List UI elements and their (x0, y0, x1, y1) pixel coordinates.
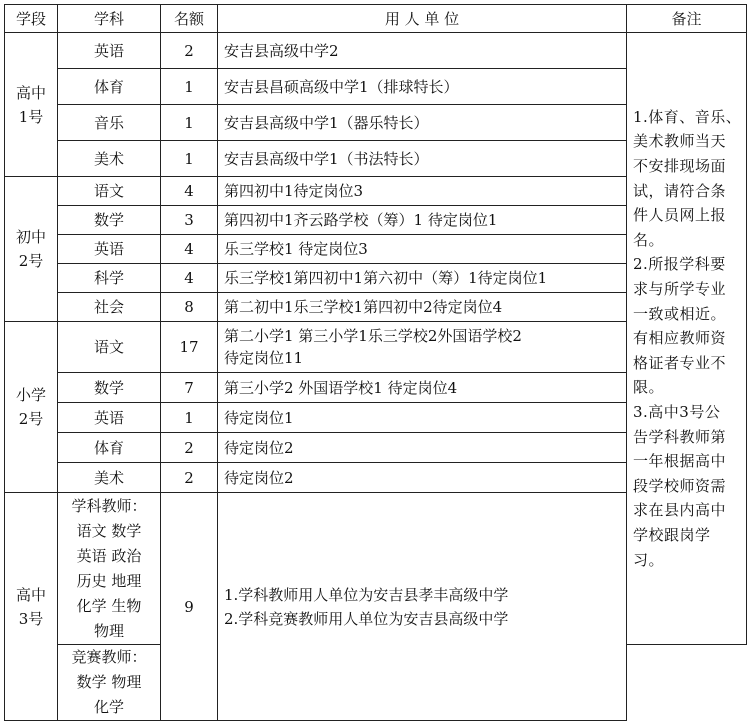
remark-line: 美术教师当天 (633, 132, 727, 151)
quota-cell: 1 (161, 69, 218, 105)
competition-teacher-line: 化学 (93, 698, 124, 716)
quota-cell: 2 (161, 33, 218, 69)
subject-cell: 数学 (58, 373, 161, 403)
quota-cell: 8 (161, 293, 218, 322)
quota-cell: 2 (161, 433, 218, 463)
quota-cell: 17 (161, 322, 218, 373)
remark-line: 习。 (633, 550, 665, 569)
subject-teacher-line: 化学 生物 (76, 596, 142, 615)
stage-cell-middleschool-2 (5, 177, 58, 322)
unit-cell: 待定岗位2 (218, 463, 627, 493)
unit-cell: 第二初中1乐三学校1第四初中2待定岗位4 (218, 293, 627, 322)
subject-teacher-cell (58, 493, 161, 645)
remark-line: 格证者专业不 (633, 353, 727, 372)
remark-line: 名。 (633, 230, 665, 249)
competition-teacher-cell (58, 645, 161, 721)
recruitment-table (4, 4, 747, 721)
subject-cell: 音乐 (58, 105, 161, 141)
header-row (5, 5, 747, 33)
subject-cell: 语文 (58, 322, 161, 373)
quota-cell: 1 (161, 141, 218, 177)
subject-cell: 英语 (58, 235, 161, 264)
remark-line: 3.高中3号公 (633, 402, 721, 421)
remark-line: 学校跟岗学 (633, 525, 711, 544)
stage-line: 高中 (15, 585, 46, 604)
subject-cell: 社会 (58, 293, 161, 322)
unit-cell: 安吉县高级中学1（器乐特长） (218, 105, 627, 141)
quota-cell: 4 (161, 264, 218, 293)
unit-line: 2.学科竞赛教师用人单位为安吉县高级中学 (224, 609, 509, 628)
quota-cell: 4 (161, 177, 218, 206)
stage-cell-primary-2 (5, 322, 58, 493)
remark-line: 告学科教师第 (633, 427, 727, 446)
remark-line: 求与所学专业 (633, 280, 727, 299)
competition-teacher-line: 竞赛教师： (71, 648, 147, 666)
header-quota: 名额 (161, 5, 218, 33)
stage-line: 1号 (18, 107, 44, 126)
remark-line: 1.体育、音乐、 (633, 107, 742, 126)
unit-cell: 安吉县昌硕高级中学1（排球特长） (218, 69, 627, 105)
quota-cell: 2 (161, 463, 218, 493)
remark-line: 试，请符合条 (633, 181, 727, 200)
unit-cell: 第三小学2 外国语学校1 待定岗位4 (218, 373, 627, 403)
remark-line: 件人员网上报 (633, 206, 727, 225)
competition-teacher-line: 数学 物理 (76, 673, 142, 691)
header-subject: 学科 (58, 5, 161, 33)
subject-cell: 美术 (58, 463, 161, 493)
unit-cell: 安吉县高级中学2 (218, 33, 627, 69)
unit-cell: 待定岗位1 (218, 403, 627, 433)
stage-cell-highschool-3 (5, 493, 58, 721)
subject-cell: 美术 (58, 141, 161, 177)
subject-teacher-line: 英语 政治 (76, 546, 142, 565)
stage-line: 高中 (15, 83, 46, 102)
remark-line: 2.所报学科要 (633, 255, 726, 274)
remark-line: 限。 (633, 378, 665, 397)
quota-cell: 7 (161, 373, 218, 403)
header-stage: 学段 (5, 5, 58, 33)
quota-cell: 1 (161, 403, 218, 433)
remark-line: 求在县内高中 (633, 501, 727, 520)
remark-line: 一年根据高中 (633, 452, 727, 471)
unit-cell (218, 322, 627, 373)
subject-cell: 体育 (58, 433, 161, 463)
subject-cell: 体育 (58, 69, 161, 105)
unit-cell: 第四初中1齐云路学校（筹）1 待定岗位1 (218, 206, 627, 235)
stage-cell-highschool-1 (5, 33, 58, 177)
unit-cell: 第四初中1待定岗位3 (218, 177, 627, 206)
subject-cell: 科学 (58, 264, 161, 293)
subject-teacher-line: 历史 地理 (76, 571, 142, 590)
subject-teacher-line: 语文 数学 (76, 521, 142, 540)
unit-cell: 安吉县高级中学1（书法特长） (218, 141, 627, 177)
quota-cell: 1 (161, 105, 218, 141)
stage-line: 2号 (18, 252, 44, 270)
remark-line: 不安排现场面 (633, 157, 727, 176)
stage-line: 初中 (15, 228, 46, 246)
remarks-cell (627, 33, 747, 645)
subject-cell: 语文 (58, 177, 161, 206)
quota-cell: 9 (161, 493, 218, 721)
unit-cell: 乐三学校1第四初中1第六初中（筹）1待定岗位1 (218, 264, 627, 293)
subject-cell: 英语 (58, 403, 161, 433)
subject-cell: 英语 (58, 33, 161, 69)
remark-line: 一致或相近。 (633, 304, 727, 323)
unit-line: 待定岗位11 (224, 349, 304, 367)
quota-cell: 3 (161, 206, 218, 235)
unit-line: 1.学科教师用人单位为安吉县孝丰高级中学 (224, 585, 509, 604)
stage-line: 2号 (18, 410, 44, 428)
header-unit: 用 人 单 位 (218, 5, 627, 33)
unit-cell (218, 493, 627, 721)
subject-cell: 数学 (58, 206, 161, 235)
remark-line: 有相应教师资 (633, 329, 727, 348)
subject-teacher-line: 物理 (93, 621, 124, 640)
subject-teacher-line: 学科教师： (71, 496, 147, 515)
table-row (5, 33, 747, 69)
quota-cell: 4 (161, 235, 218, 264)
stage-line: 3号 (18, 609, 44, 628)
unit-cell: 乐三学校1 待定岗位3 (218, 235, 627, 264)
header-remarks: 备注 (627, 5, 747, 33)
remark-line: 段学校师资需 (633, 476, 727, 495)
unit-cell: 待定岗位2 (218, 433, 627, 463)
unit-line: 第二小学1 第三小学1乐三学校2外国语学校2 (224, 327, 522, 345)
stage-line: 小学 (15, 386, 46, 404)
